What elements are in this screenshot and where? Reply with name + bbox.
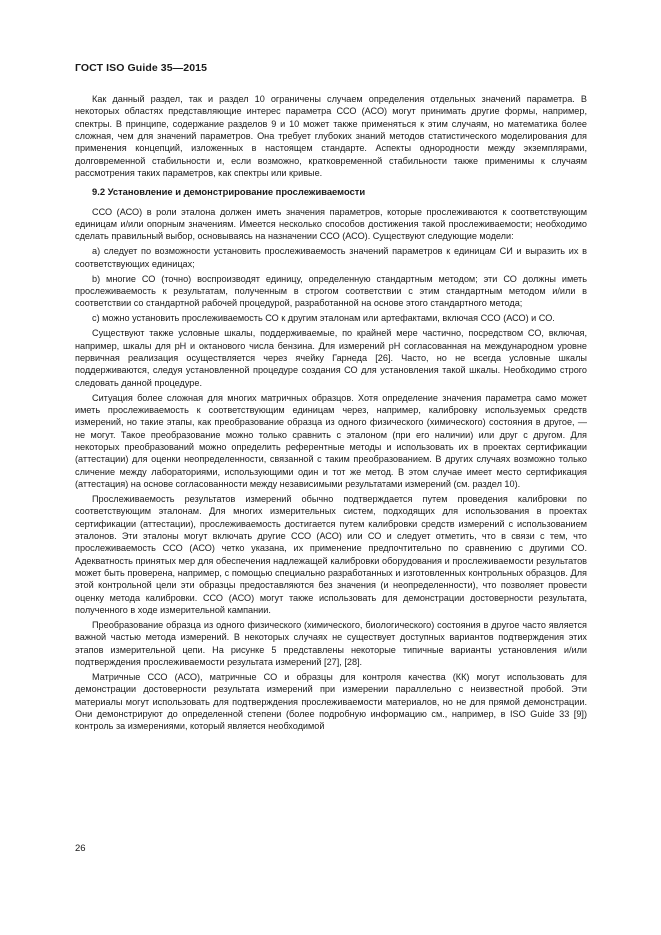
section-heading: 9.2 Установление и демонстрирование прослеживаемости (92, 186, 366, 198)
list-item-c: c) можно установить прослеживаемость СО к другим эталонам или артефактами, включая ССО (АСО) и СО. (92, 313, 555, 324)
body-paragraph: Существуют также условные шкалы, поддерживаемые, по крайней мере частично, посредством СО, включая, например, шкалы для pH и октанового числа бензина. Для измерений pH согласованная на международном уровне первичная реализация осуществляется через ячейку Гарнеда [26]. Часто, но не всегда условные шкалы поддерживаются, следуя установленной процедуре создания СО для установления такой шкалы. Необходимо строго следовать данной процедуре. (75, 328, 587, 388)
document-body (75, 93, 587, 735)
body-paragraph: Преобразование образца из одного физического (химического, биологического) состояния в другое часто является важной частью метода измерений. В некоторых случаях не существует доступных вариантов подтверждения этих этапов измерительной цепи. На рисунке 5 представлены некоторые типичные варианты установления и/или подтверждения прослеживаемости результата измерений [27], [28]. (75, 619, 587, 667)
body-paragraph: ССО (АСО) в роли эталона должен иметь значения параметров, которые прослеживаются к соответствующим единицам и/или опорным значениям. Имеется несколько способов достижения такой прослеживаемости; необходимо сделать правильный выбор, основываясь на назначении ССО (АСО). Существуют следующие модели: (75, 206, 587, 242)
body-paragraph: Матричные ССО (АСО), матричные СО и образцы для контроля качества (КК) могут использовать для демонстрации достоверности результата измерений при измерении параллельно с неизвестной пробой. Эти материалы могут использовать для подтверждения прослеживаемости материалов, но не для прямой демонстрации. Они демонстрируют до определенной степени (более подробную информацию см., например, в ISO Guide 33 [9]) контроль за измерениями, который является необходимой (75, 671, 587, 732)
intro-paragraph: Как данный раздел, так и раздел 10 ограничены случаем определения отдельных значений параметра. В некоторых областях представляющие интерес параметра ССО (АСО) могут принимать другие формы, например, спектры. В принципе, содержание разделов 9 и 10 может также применяться к этим случаям, но математика более сложная, чем для значений параметров. Она требует глубоких знаний методов статистического моделирования для применения концепций, изложенных в настоящем стандарте. Аспекты однородности между экземплярами, долговременной стабильности и, если возможно, кратковременной стабильности также применимы к случаям рассмотрения таких параметров, как спектры или кривые. (75, 94, 587, 179)
body-paragraph: Прослеживаемость результатов измерений обычно подтверждается путем проведения калибровки по соответствующим эталонам. Для многих измерительных систем, подходящих для использования в проектах сертификации (аттестации), прослеживаемость достигается путем калибровки средств измерений с использованием эталонов. Эти эталоны могут включать другие ССО (АСО) или СО и следует отметить, что в связи с тем, что прослеживаемость ССО (АСО) четко указана, их применение предпочтительно по сравнению с другими СО. Адекватность принятых мер для обеспечения надлежащей калибровки оборудования и прослеживаемости результатов может быть проверена, например, с помощью специально разработанных и изготовленных контрольных образцов. Для этой контрольной цели эти образцы предоставляются без значения (и неопределенности), что позволяет провести оценку метода калибровки. ССО (АСО) могут также использовать для демонстрации достоверности результата, полученного в ходе измерительной кампании. (75, 493, 587, 615)
list-item-b: b) многие СО (точно) воспроизводят единицу, определенную стандартным методом; эти СО должны иметь прослеживаемость к результатам, полученным в строгом соответствии с этим стандартным методом и/или в соответствии со стандартной рабочей процедурой, разработанной на основе этого стандартного метода; (75, 273, 587, 309)
body-paragraph: Ситуация более сложная для многих матричных образцов. Хотя определение значения параметра само может иметь прослеживаемость к соответствующим единицам через, например, калибровку используемых средств измерений, но такие этапы, как преобразование образца из одного физического (химического) состояния в другое, — не могут. Такое преобразование можно только сравнить с эталоном (при его наличии) или друг с другом. Для некоторых преобразований можно определить референтные методы и использовать их в проектах сертификации (аттестации) для оценки неопределенности, связанной с таким преобразованием. В других случаях возможно только сличение между лабораториями, использующими один и тот же метод. В этом случае имеет место сертификация (аттестация) на основе согласованности между независимыми результатами измерений (см. раздел 10). (75, 392, 587, 489)
document-header: ГОСТ ISO Guide 35—2015 (75, 62, 208, 74)
page-number: 26 (75, 843, 86, 854)
list-item-a: a) следует по возможности установить прослеживаемость значений параметров к единицам СИ и выразить их в соответствующих единицах; (75, 246, 587, 269)
